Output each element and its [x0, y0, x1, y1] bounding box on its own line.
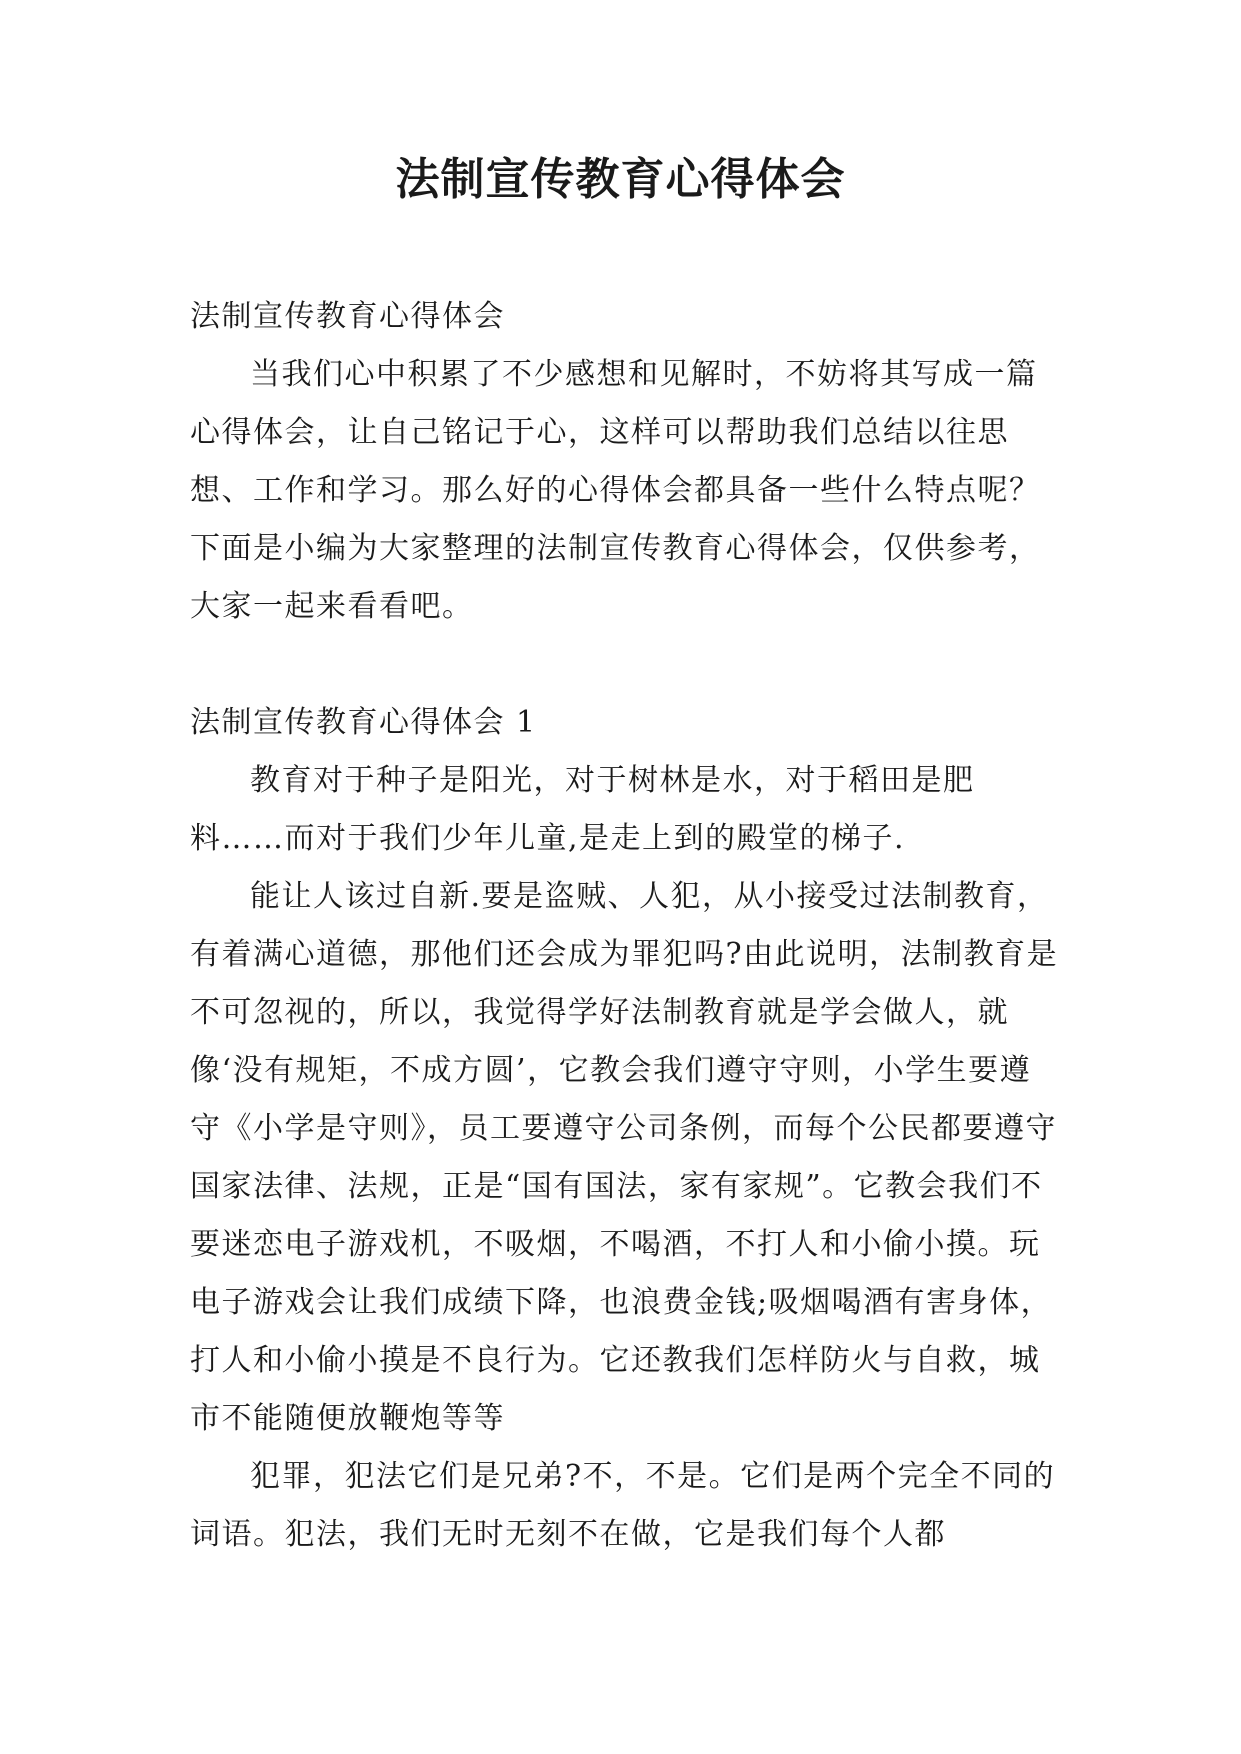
section1-paragraph-3: 犯罪，犯法它们是兄弟?不，不是。它们是两个完全不同的词语。犯法，我们无时无刻不在做，它是我们每个人都 [190, 1459, 1056, 1552]
section1-paragraph-1: 教育对于种子是阳光，对于树林是水，对于稻田是肥料……而对于我们少年儿童,是走上到的殿堂的梯子. [190, 763, 975, 856]
intro-heading: 法制宣传教育心得体会 [190, 299, 505, 334]
document-body [190, 288, 1060, 1564]
document-title: 法制宣传教育心得体会 [395, 154, 846, 205]
section1-heading: 法制宣传教育心得体会 1 [190, 705, 537, 740]
section1-paragraph-2: 能让人该过自新.要是盗贼、人犯，从小接受过法制教育，有着满心道德，那他们还会成为罪犯吗?由此说明，法制教育是不可忽视的，所以，我觉得学好法制教育就是学会做人，就像‘没有规矩，不成方圆’，它教会我们遵守守则，小学生要遵守《小学是守则》，员工要遵守公司条例，而每个公民都要遵守国家法律、法规，正是“国有国法，家有家规”。它教会我们不要迷恋电子游戏机，不吸烟，不喝酒，不打人和小偷小摸。玩电子游戏会让我们成绩下降，也浪费金钱;吸烟喝酒有害身体，打人和小偷小摸是不良行为。它还教我们怎样防火与自救，城市不能随便放鞭炮等等 [190, 879, 1059, 1436]
intro-paragraph: 当我们心中积累了不少感想和见解时，不妨将其写成一篇心得体会，让自己铭记于心，这样可以帮助我们总结以往思想、工作和学习。那么好的心得体会都具备一些什么特点呢？下面是小编为大家整理的法制宣传教育心得体会，仅供参考，大家一起来看看吧。 [190, 357, 1041, 624]
section-spacer [190, 636, 1060, 694]
